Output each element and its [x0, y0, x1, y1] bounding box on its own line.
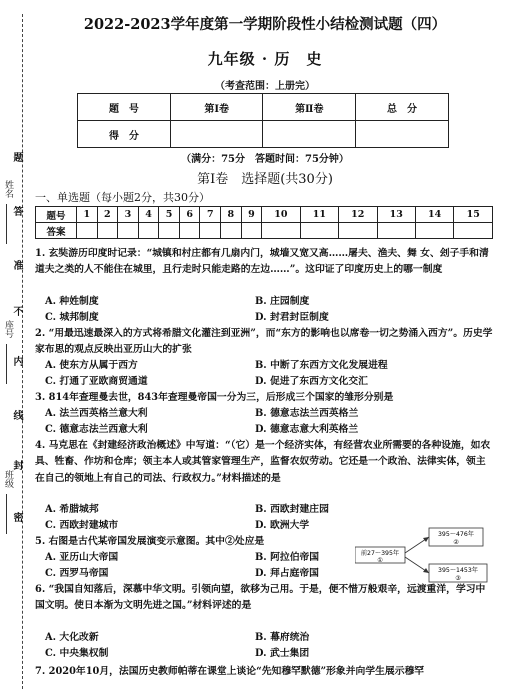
- score-table-cell: 总 分: [356, 94, 449, 121]
- question-2-option-a[interactable]: A. 使东方从属于西方: [45, 360, 138, 371]
- exam-meta: （满分：75分 答题时间：75分钟）: [181, 154, 349, 165]
- score-table-cell: 得 分: [78, 121, 171, 148]
- question-1-option-c[interactable]: C. 城邦制度: [45, 312, 99, 323]
- question-1-option-a[interactable]: A. 种姓制度: [45, 296, 99, 307]
- answer-cell[interactable]: [339, 223, 377, 239]
- margin-char: 答: [11, 206, 22, 216]
- margin-char: 封: [11, 460, 22, 470]
- question-2: 2. “用最迅速最深入的方式将希腊文化灌注到亚洲”，而“东方的影响也以席卷一切之势涌入西方”。历史学家布思的观点反映出亚历山大的扩张: [35, 328, 493, 356]
- question-3-option-b[interactable]: B. 德意志法兰西英格兰: [255, 408, 359, 419]
- question-5-option-c[interactable]: C. 西罗马帝国: [45, 568, 109, 579]
- section-heading: 一、单选题（每小题2分，共30分）: [35, 191, 210, 204]
- answer-number: 9: [241, 207, 262, 223]
- answer-number: 11: [300, 207, 338, 223]
- margin-char: 准: [11, 260, 22, 270]
- diagram-bottom-label: 395～1453年: [438, 567, 478, 574]
- answer-cell[interactable]: [97, 223, 118, 239]
- score-table-cell: 第Ⅱ卷: [263, 94, 356, 121]
- score-entry-cell[interactable]: [170, 121, 263, 148]
- margin-char: 内: [11, 356, 22, 366]
- diagram-center-num: ①: [377, 557, 383, 564]
- answer-cell[interactable]: [77, 223, 98, 239]
- score-entry-cell[interactable]: [263, 121, 356, 148]
- question-1-option-b[interactable]: B. 庄园制度: [255, 296, 310, 307]
- margin-char: 不: [11, 306, 22, 316]
- answer-number: 14: [415, 207, 453, 223]
- question-4: 4. 马克思在《封建经济政治概述》中写道：“（它）是一个经济实体，有经营农业所需要的各种设施，如农具、牲畜、作坊和仓库；领主本人或其管家管理生产，监督农奴劳动。它还是一个政治、法律实体，领主在自己的领地上有自己的司法、行政权力。”材料描述的是: [35, 440, 491, 484]
- score-table: [77, 93, 449, 148]
- empire-diagram: [355, 527, 495, 585]
- question-6-option-b[interactable]: B. 幕府统治: [255, 632, 310, 643]
- question-1-option-d[interactable]: D. 封君封臣制度: [255, 312, 329, 323]
- question-3: 3. 814年查理曼去世，843年查理曼帝国一分为三，后形成三个国家的雏形分别是: [35, 392, 394, 403]
- seat-field-line: [6, 344, 7, 384]
- diagram-top-label: 395～476年: [438, 531, 474, 538]
- class-field-label: 班级: [3, 470, 13, 488]
- question-2-option-b[interactable]: B. 中断了东西方文化发展进程: [255, 360, 388, 371]
- answer-number: 7: [200, 207, 221, 223]
- question-2-option-c[interactable]: C. 打通了亚欧商贸通道: [45, 376, 148, 387]
- answer-number: 8: [221, 207, 242, 223]
- answer-number: 5: [159, 207, 180, 223]
- answer-cell[interactable]: [454, 223, 493, 239]
- question-5-option-a[interactable]: A. 亚历山大帝国: [45, 552, 119, 563]
- section-title: 第Ⅰ卷 选择题(共30分): [197, 172, 333, 187]
- question-7: 7. 2020年10月，法国历史教师帕蒂在课堂上谈论“先知穆罕默德”形象并向学生展示穆罕: [35, 666, 425, 677]
- answer-number: 2: [97, 207, 118, 223]
- question-1: 1. 玄奘游历印度时记录：“城镇和村庄都有几扇内门，城墙又宽又高……屠夫、渔夫、舞 女、刽子手和清道夫之类的人不能住在城里，且行走时只能走路的左边……”。这印证了印度历史上的哪一制度: [35, 248, 489, 276]
- class-field-line: [6, 494, 7, 534]
- score-entry-cell[interactable]: [356, 121, 449, 148]
- question-4-option-c[interactable]: C. 西欧封建城市: [45, 520, 119, 531]
- answer-cell[interactable]: [221, 223, 242, 239]
- score-table-cell: 第Ⅰ卷: [170, 94, 263, 121]
- diagram-top-num: ②: [453, 539, 459, 546]
- answer-number: 1: [77, 207, 98, 223]
- answer-number: 10: [262, 207, 300, 223]
- margin-char: 密: [11, 512, 22, 522]
- answer-number: 13: [377, 207, 415, 223]
- answer-table: [35, 206, 493, 239]
- answer-number: 4: [138, 207, 159, 223]
- answer-cell[interactable]: [377, 223, 415, 239]
- exam-title: 2022-2023学年度第一学期阶段性小结检测试题（四）: [83, 16, 447, 33]
- question-6-option-d[interactable]: D. 武士集团: [255, 648, 310, 659]
- answer-number: 12: [339, 207, 377, 223]
- answer-table-number-row: [36, 207, 493, 223]
- answer-cell[interactable]: [415, 223, 453, 239]
- question-5: 5. 右图是古代某帝国发展演变示意图。其中②处应是: [35, 536, 265, 547]
- question-2-option-d[interactable]: D. 促进了东西方文化交汇: [255, 376, 368, 387]
- diagram-bottom-num: ③: [455, 575, 461, 582]
- answer-cell[interactable]: [118, 223, 139, 239]
- question-6-option-c[interactable]: C. 中央集权制: [45, 648, 109, 659]
- diagram-arrowhead-top: [423, 537, 429, 542]
- name-field-label: 姓名: [3, 180, 13, 198]
- answer-number: 3: [118, 207, 139, 223]
- answer-table-label: 答案: [36, 223, 77, 239]
- exam-subject: 九年级 · 历 史: [207, 50, 323, 68]
- question-6: 6. “我国自知落后，深慕中华文明。引领向望，欲移为己用。于是，便不惜万般艰辛，远渡重洋，学习中国文明。使日本渐为文明先进之国。”材料评述的是: [35, 584, 486, 612]
- question-4-option-d[interactable]: D. 欧洲大学: [255, 520, 310, 531]
- diagram-center-label: 前27～395年: [360, 550, 400, 557]
- binding-margin: [0, 0, 28, 693]
- answer-cell[interactable]: [200, 223, 221, 239]
- question-4-option-a[interactable]: A. 希腊城邦: [45, 504, 99, 515]
- answer-number: 6: [179, 207, 200, 223]
- answer-number: 15: [454, 207, 493, 223]
- answer-table-label: 题号: [36, 207, 77, 223]
- answer-table-answer-row: [36, 223, 493, 239]
- seat-field-label: 座号: [3, 320, 13, 338]
- answer-cell[interactable]: [300, 223, 338, 239]
- question-3-option-a[interactable]: A. 法兰西英格兰意大利: [45, 408, 148, 419]
- question-5-option-b[interactable]: B. 阿拉伯帝国: [255, 552, 320, 563]
- diagram-arrowhead-bottom: [423, 568, 429, 573]
- answer-cell[interactable]: [138, 223, 159, 239]
- question-4-option-b[interactable]: B. 西欧封建庄园: [255, 504, 329, 515]
- question-5-option-d[interactable]: D. 拜占庭帝国: [255, 568, 319, 579]
- question-3-option-d[interactable]: D. 德意志意大利英格兰: [255, 424, 359, 435]
- answer-cell[interactable]: [241, 223, 262, 239]
- answer-cell[interactable]: [179, 223, 200, 239]
- exam-scope: （考查范围：上册完）: [215, 81, 315, 92]
- name-field-line: [6, 204, 7, 244]
- question-3-option-c[interactable]: C. 德意志法兰西意大利: [45, 424, 148, 435]
- margin-char: 线: [11, 410, 22, 420]
- score-table-cell: 题 号: [78, 94, 171, 121]
- answer-cell[interactable]: [262, 223, 300, 239]
- question-6-option-a[interactable]: A. 大化改新: [45, 632, 99, 643]
- answer-cell[interactable]: [159, 223, 180, 239]
- seal-line: [22, 14, 23, 689]
- margin-char: 题: [11, 152, 22, 162]
